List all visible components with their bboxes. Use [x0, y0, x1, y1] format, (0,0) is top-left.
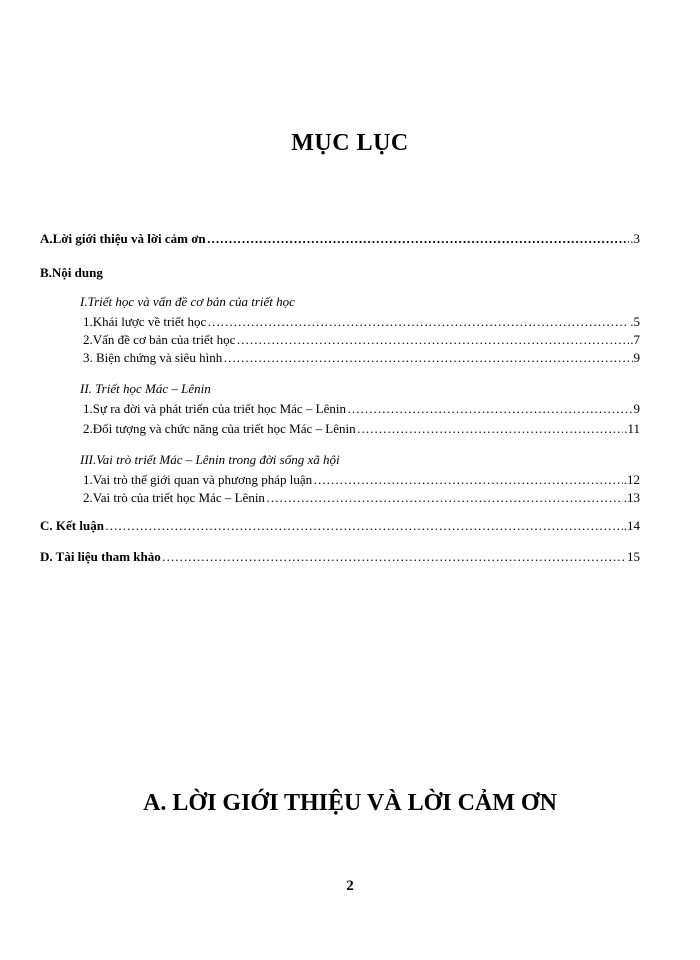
toc-leader-dots: [236, 331, 629, 349]
toc-leader-dots: [105, 517, 623, 535]
toc-entry-label: C. Kết luận: [40, 518, 104, 533]
toc-entry-i-3[interactable]: [83, 349, 640, 367]
page-title: MỤC LỤC: [291, 130, 409, 156]
toc-entry-label: B.Nội dung: [40, 265, 103, 280]
toc-leader-dots: [347, 400, 632, 418]
toc-entry-label: 3. Biện chứng và siêu hình: [83, 350, 223, 365]
toc-entry-page: .13: [623, 490, 640, 505]
toc-entry-page: .7: [630, 332, 640, 347]
toc-entry-page: 9: [633, 350, 640, 365]
toc-entry-iii-2[interactable]: [83, 489, 640, 507]
toc-entry-page: .14: [623, 518, 640, 533]
section-heading: A. LỜI GIỚI THIỆU VÀ LỜI CẢM ƠN: [143, 790, 557, 816]
toc-entry-page: .11: [624, 421, 640, 436]
toc-entry-page: 15: [627, 549, 640, 564]
toc-entry-page: .5: [630, 314, 640, 329]
toc-entry-c[interactable]: [40, 517, 640, 535]
toc-leader-dots: [162, 548, 626, 566]
toc-leader-dots: [313, 471, 623, 489]
toc-entry-i-2[interactable]: [83, 331, 640, 349]
toc-subsection-ii[interactable]: [80, 380, 211, 398]
toc-entry-label: III.Vai trò triết Mác – Lênin trong đời sống xã hội: [80, 452, 340, 467]
toc-entry-label: 1.Khái lược về triết học: [83, 314, 207, 329]
toc-entry-label: 1.Sự ra đời và phát triển của triết học Mác – Lênin: [83, 401, 347, 416]
toc-leader-dots: [207, 313, 629, 331]
toc-entry-iii-1[interactable]: [83, 471, 640, 489]
toc-entry-label: II. Triết học Mác – Lênin: [80, 381, 211, 396]
toc-entry-ii-2[interactable]: [83, 420, 640, 438]
toc-entry-page: 9: [633, 401, 640, 416]
toc-entry-label: A.Lời giới thiệu và lời cảm ơn: [40, 231, 206, 246]
toc-entry-label: 2.Vấn đề cơ bản của triết học: [83, 332, 236, 347]
toc-entry-b[interactable]: [40, 264, 103, 282]
toc-entry-label: D. Tài liệu tham khảo: [40, 549, 161, 564]
toc-entry-label: 1.Vai trò thế giới quan và phương pháp luận: [83, 472, 313, 487]
toc-subsection-i[interactable]: [80, 293, 295, 311]
toc-leader-dots: [223, 349, 632, 367]
page-number: 2: [346, 878, 354, 894]
toc-entry-label: 2.Đối tượng và chức năng của triết học Mác – Lênin: [83, 421, 356, 436]
toc-entry-label: 2.Vai trò của triết học Mác – Lênin: [83, 490, 265, 505]
toc-leader-dots: [207, 230, 630, 248]
toc-leader-dots: [266, 489, 623, 507]
toc-subsection-iii[interactable]: [80, 451, 340, 469]
toc-entry-label: I.Triết học và vấn đề cơ bản của triết học: [80, 294, 295, 309]
toc-entry-i-1[interactable]: [83, 313, 640, 331]
toc-leader-dots: [357, 420, 624, 438]
toc-entry-a[interactable]: [40, 230, 640, 248]
toc-entry-page: .3: [630, 231, 640, 246]
toc-entry-page: .12: [623, 472, 640, 487]
toc-entry-d[interactable]: [40, 548, 640, 566]
toc-entry-ii-1[interactable]: [83, 400, 640, 418]
